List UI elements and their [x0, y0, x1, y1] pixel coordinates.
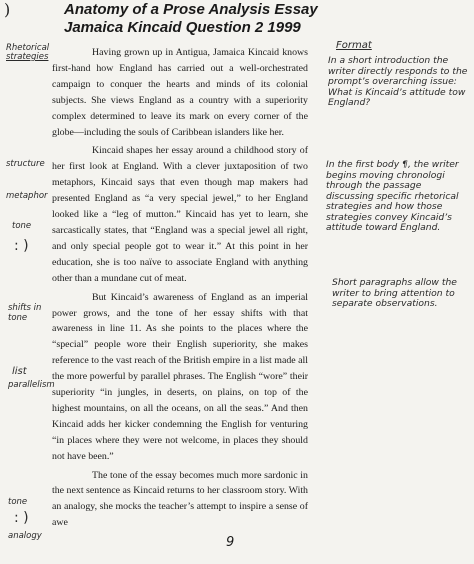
note-analogy: analogy	[8, 531, 42, 541]
page-title	[64, 1, 404, 37]
paragraph-2: Kincaid shapes her essay around a childhood story of her first look at England. With a clever juxtaposition of two metaphors, Kincaid says that even though map makers had presented England as “a very special jewel,” to her England looked like a “leg of mutton.” Kincaid has yet to learn, she sarcastically states, that “England was a special jewel all right, and only special people got to wear it.” At this point in her education, she is too naïve to associate England with anything other than a mundane cut of meat.	[52, 145, 308, 284]
note-body-paragraph: In the first body ¶, the writer begins moving chronologi through the passage discussing specific rhetorical strategies and how those strategies convey Kincaid’s attitude toward England.	[326, 159, 459, 234]
title-line-1: Anatomy of a Prose Analysis Essay	[64, 1, 318, 18]
note-strategies: strategies	[6, 52, 49, 62]
note-intro: In a short introduction the writer directly responds to the prompt’s overarching issue: What is Kincaid’s attitude tow England?	[328, 55, 468, 109]
note-structure: structure	[6, 159, 45, 169]
page-number: 9	[226, 535, 235, 550]
note-shifts-tone: tone	[8, 313, 28, 323]
note-short-paragraphs: Short paragraphs allow the writer to bring attention to separate observations.	[332, 277, 457, 310]
smiley-icon-2: : )	[14, 510, 29, 526]
essay-body	[52, 45, 308, 534]
corner-mark: )	[4, 0, 11, 19]
smiley-icon-1: : )	[14, 238, 29, 254]
note-tone-2: tone	[8, 497, 28, 507]
note-shifts-in: shifts in	[8, 303, 42, 313]
paragraph-4: The tone of the essay becomes much more sardonic in the next sentence as Kincaid returns to her classroom story. With an analogy, she mocks the teacher’s attempt to inspire a sense of awe	[52, 469, 308, 529]
title-line-2: Jamaica Kincaid Question 2 1999	[64, 19, 301, 36]
note-metaphor: metaphor	[6, 191, 48, 201]
paragraph-3: But Kincaid’s awareness of England as an imperial power grows, and the tone of her essay shifts with that awareness in line 11. As she points to the places where the “special” people wore their English superiority, she makes reference to the vast reach of the British empire in a list made all the more powerful by parallel phrases. The English “wore” their superiority “in jungles, in deserts, on plains, on top of the highest mountains, on all the oceans, on all the seas.” And then Kincaid adds her kicker condemning the English for venturing “in places where they were not welcome, in places they should not have been.”	[52, 291, 308, 462]
paragraph-1: Having grown up in Antigua, Jamaica Kincaid knows first-hand how England has carried out a well-orchestrated campaign to conquer the hearts and minds of its colonial subjects. She views England as a country with a superiority complex determined to leave its mark on every corner of the globe—including the souls of Caribbean islanders like her.	[52, 47, 308, 138]
format-heading: Format	[336, 40, 372, 51]
note-tone-1: tone	[12, 221, 32, 231]
note-list: list	[12, 366, 27, 377]
note-parallelism: parallelism	[8, 380, 55, 390]
note-rhetorical: Rhetorical	[6, 43, 50, 53]
